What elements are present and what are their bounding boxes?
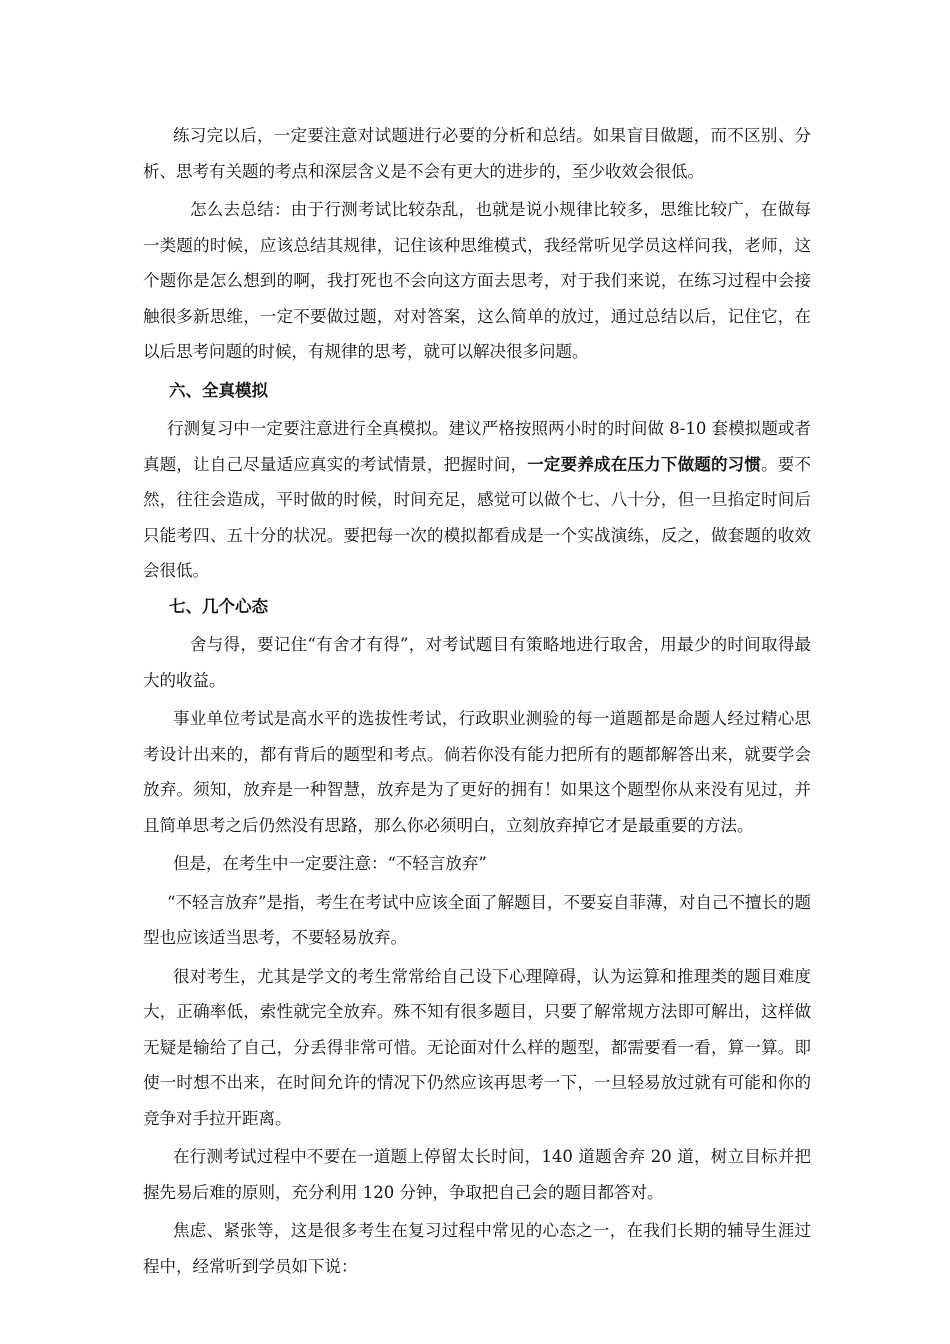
paragraph-simulation-text-c: 。要不然，往往会造成，平时做的时候，时间充足，感觉可以做个七、八十分，但一旦掐定时间后只能考四、五十分的状况。要把每一次的模拟都看成是一个实战演练，反之，做套题的收效会很低。 [143, 454, 812, 580]
section-heading-mindset: 七、几个心态 [169, 596, 268, 616]
document-body [143, 118, 811, 1284]
paragraph-simulation [143, 411, 811, 589]
paragraph-summary-importance: 练习完以后，一定要注意对试题进行必要的分析和总结。如果盲目做题，而不区别、分析、思考有关题的考点和深层含义是不会有更大的进步的，至少收效会很低。 [143, 126, 811, 181]
paragraph-simulation-text-a: 行测复习中一定要注意进行全真模拟。建议严格按照两小时的时间做 8-10 套模拟题或者真题，让自己尽量适应真实的考试情景，把握时间， [143, 419, 811, 474]
paragraph-anxiety: 焦虑、紧张等，这是很多考生在复习过程中常见的心态之一，在我们长期的辅导生涯过程中，经常听到学员如下说： [143, 1221, 811, 1276]
paragraph-give-and-take: 舍与得，要记住“有舍才有得”，对考试题目有策略地进行取舍，用最少的时间取得最大的收益。 [143, 635, 811, 690]
paragraph-learn-to-give-up: 事业单位考试是高水平的选拔性考试，行政职业测验的每一道题都是命题人经过精心思考设计出来的，都有背后的题型和考点。倘若你没有能力把所有的题都解答出来，就要学会放弃。须知，放弃是一种智慧，放弃是为了更好的拥有！如果这个题型你从来没有见过，并且简单思考之后仍然没有思路，那么你必须明白，立刻放弃掉它才是最重要的方法。 [143, 709, 811, 835]
paragraph-but-note: 但是，在考生中一定要注意：“不轻言放弃” [173, 854, 487, 873]
paragraph-simulation-emphasis: 一定要养成在压力下做题的习惯 [527, 454, 762, 474]
paragraph-psychological-barrier: 很对考生，尤其是学文的考生常常给自己设下心理障碍，认为运算和推理类的题目难度大，正确率低，索性就完全放弃。殊不知有很多题目，只要了解常规方法即可解出，这样做无疑是输给了自己，分丢得非常可惜。无论面对什么样的题型，都需要看一看，算一算。即使一时想不出来，在时间允许的情况下仍然应该再思考一下，一旦轻易放过就有可能和你的竞争对手拉开距离。 [143, 966, 811, 1128]
section-heading-simulation: 六、全真模拟 [169, 380, 268, 400]
paragraph-dont-give-up-lightly: “不轻言放弃”是指，考生在考试中应该全面了解题目，不要妄自菲薄，对自己不擅长的题型也应该适当思考，不要轻易放弃。 [143, 892, 811, 947]
paragraph-time-management: 在行测考试过程中不要在一道题上停留太长时间，140 道题舍弃 20 道，树立目标并把握先易后难的原则，充分利用 120 分钟，争取把自己会的题目都答对。 [143, 1147, 811, 1202]
paragraph-how-to-summarize: 怎么去总结：由于行测考试比较杂乱，也就是说小规律比较多，思维比较广，在做每一类题的时候，应该总结其规律，记住该种思维模式，我经常听见学员这样问我，老师，这个题你是怎么想到的啊，我打死也不会向这方面去思考，对于我们来说，在练习过程中会接触很多新思维，一定不要做过题，对对答案，这么简单的放过，通过总结以后，记住它，在以后思考问题的时候，有规律的思考，就可以解决很多问题。 [143, 200, 811, 361]
